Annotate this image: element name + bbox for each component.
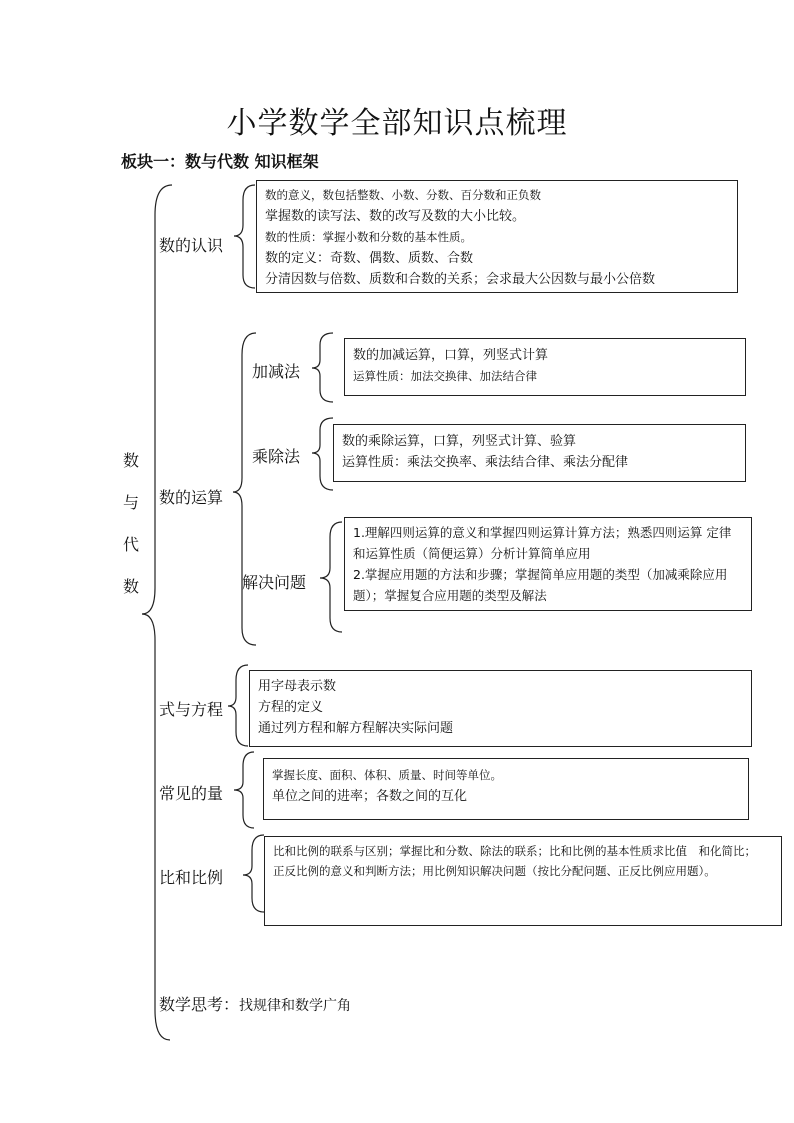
brace-equations	[228, 665, 248, 746]
item: 掌握数的读写法、数的改写及数的大小比较。	[265, 209, 526, 224]
brace-problem-solving	[320, 522, 342, 632]
box-number-recognition	[256, 180, 738, 293]
root-label	[122, 440, 140, 608]
box-problem-solving	[344, 517, 752, 611]
item: 方程的定义	[258, 700, 324, 715]
item: 2.掌握应用题的方法和步骤；掌握简单应用题的类型（加减乘除应用题）；掌握复合应用题的类型及解法	[353, 567, 728, 603]
item: 掌握长度、面积、体积、质量、时间等单位。	[272, 768, 502, 782]
item: 用字母表示数	[258, 679, 337, 694]
item: 数的定义：奇数、偶数、质数、合数	[265, 251, 474, 266]
main-brace	[142, 185, 172, 1040]
item: 分清因数与倍数、质数和合数的关系；会求最大公因数与最小公倍数	[265, 272, 656, 287]
item: 运算性质：加法交换律、加法结合律	[353, 369, 537, 383]
item: 数的乘除运算，口算，列竖式计算、验算	[342, 434, 577, 449]
category-number-recognition: 数的认识	[159, 236, 224, 255]
brace-ratio	[243, 835, 264, 912]
item: 运算性质：乘法交换率、乘法结合律、乘法分配律	[342, 455, 629, 470]
category-math-thinking	[159, 992, 351, 1015]
subcategory-mul-div: 乘除法	[252, 447, 301, 466]
root-char: 与	[122, 493, 139, 512]
section-title: 板块一：数与代数 知识框架	[121, 152, 319, 171]
category-quantities: 常见的量	[159, 784, 224, 803]
root-char: 数	[122, 577, 139, 596]
math-thinking-detail: 找规律和数学广角	[239, 998, 352, 1014]
item: 通过列方程和解方程解决实际问题	[258, 721, 454, 736]
brace-add-sub	[312, 333, 333, 402]
item: 数的加减运算，口算，列竖式计算	[353, 348, 549, 363]
box-quantities	[263, 758, 749, 820]
root-char: 数	[122, 451, 139, 470]
item: 比和比例的联系与区别；掌握比和分数、除法的联系；比和比例的基本性质求比值 和化简比；	[273, 844, 756, 858]
category-equations: 式与方程	[159, 700, 224, 719]
box-ratio	[264, 836, 782, 926]
category-number-operations: 数的运算	[159, 488, 224, 507]
item: 数的意义，数包括整数、小数、分数、百分数和正负数	[265, 188, 541, 202]
page-title: 小学数学全部知识点梳理	[226, 106, 568, 141]
box-add-sub	[344, 338, 746, 396]
category-ratio: 比和比例	[159, 868, 224, 887]
item: 单位之间的进率；各数之间的互化	[272, 789, 468, 804]
box-equations	[249, 670, 752, 747]
subcategory-add-sub: 加减法	[252, 362, 301, 381]
brace-mul-div	[312, 418, 333, 490]
math-thinking-label: 数学思考：	[159, 995, 240, 1014]
box-mul-div	[333, 424, 746, 482]
item: 正反比例的意义和判断方法；用比例知识解决问题（按比分配问题、正反比例应用题）。	[273, 864, 716, 878]
brace-number-recognition	[234, 185, 255, 288]
item: 1.理解四则运算的意义和掌握四则运算计算方法；熟悉四则运算 定律和运算性质（简便运算）分析计算简单应用	[353, 525, 732, 561]
subcategory-problem-solving: 解决问题	[242, 573, 307, 592]
brace-quantities	[234, 752, 254, 828]
item: 数的性质：掌握小数和分数的基本性质。	[265, 230, 472, 244]
root-char: 代	[122, 535, 139, 554]
